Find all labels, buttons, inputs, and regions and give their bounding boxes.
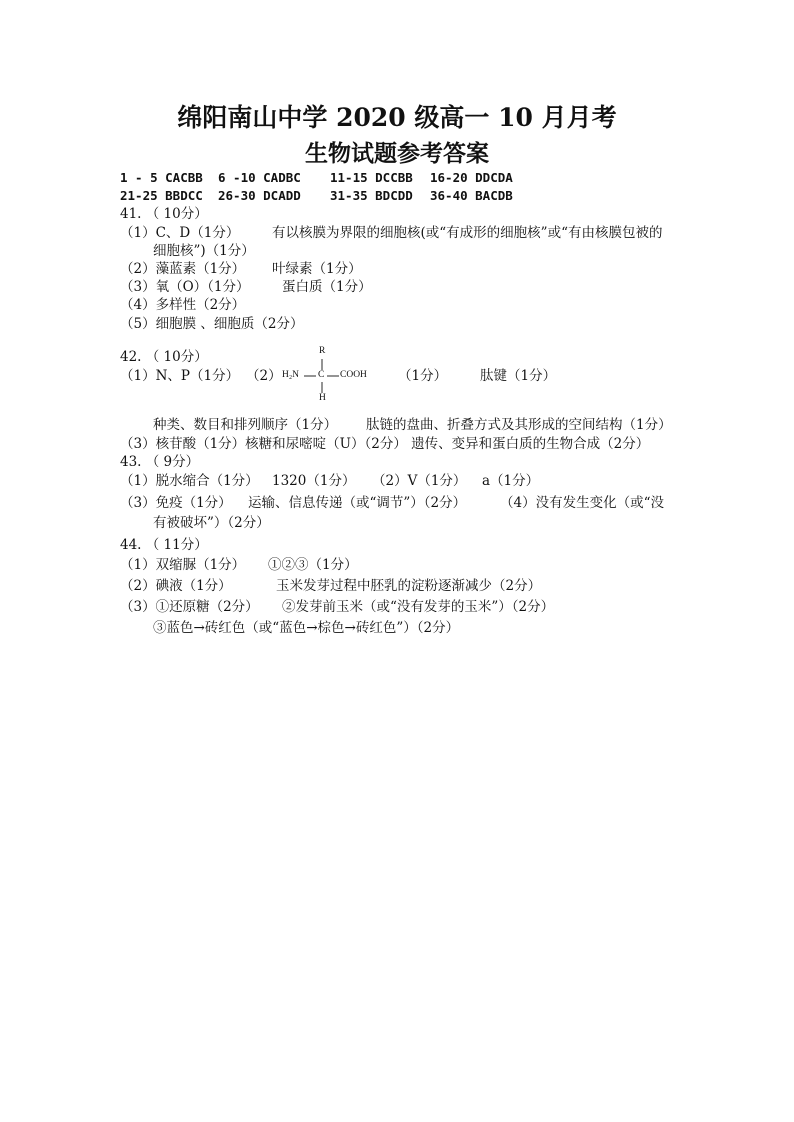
page-title: 绵阳南山中学 2020 级高一 10 月月考 <box>177 103 617 132</box>
page-subtitle: 生物试题参考答案 <box>305 140 489 167</box>
answer-text: （2） <box>246 368 282 384</box>
answer-text: （3）①还原糖（2分） <box>120 599 259 615</box>
answer-text: （2）V（1分） <box>372 473 467 489</box>
answer-text: （1）双缩脲（1分） <box>120 557 246 573</box>
answer-text: ①②③（1分） <box>268 557 358 573</box>
mc-group: 1 - 5 CACBB <box>120 170 203 185</box>
answer-text: （3）免疫（1分） <box>120 495 232 511</box>
answer-text: （3）核苷酸（1分）核糖和尿嘧啶（U）（2分） 遗传、变异和蛋白质的生物合成（2分） <box>120 436 650 452</box>
formula-hydrogen: H <box>319 393 326 403</box>
answer-text: ②发芽前玉米（或“没有发芽的玉米”）（2分） <box>282 599 555 615</box>
mc-group: 21-25 BBDCC <box>120 188 203 203</box>
formula-bonds <box>282 346 382 406</box>
answer-text: 玉米发芽过程中胚乳的淀粉逐渐减少（2分） <box>276 578 542 594</box>
mc-group: 11-15 DCCBB <box>330 170 413 185</box>
mc-group: 31-35 BDCDD <box>330 188 413 203</box>
answer-text: 运输、信息传递（或“调节”）（2分） <box>248 495 467 511</box>
question-header: 43. （ 9分） <box>120 454 200 470</box>
answer-text: （1）C、D（1分） <box>120 225 240 241</box>
formula-r-group: R <box>319 346 326 356</box>
answer-text: 1320（1分） <box>272 473 356 489</box>
mc-group: 36-40 BACDB <box>430 188 513 203</box>
answer-text: ③蓝色→砖红色（或“蓝色→棕色→砖红色”）（2分） <box>153 620 460 636</box>
question-header: 44. （ 11分） <box>120 537 208 553</box>
answer-text: 细胞核”)（1分） <box>153 243 255 259</box>
answer-text: （2）碘液（1分） <box>120 578 232 594</box>
answer-text: 肽键（1分） <box>480 368 557 384</box>
answer-text: 种类、数目和排列顺序（1分） <box>153 417 338 433</box>
answer-text: 肽链的盘曲、折叠方式及其形成的空间结构（1分） <box>366 417 672 433</box>
answer-text: 蛋白质（1分） <box>282 279 372 295</box>
answer-text: （4）没有发生变化（或“没 <box>500 495 664 511</box>
question-header: 41. （ 10分） <box>120 206 208 222</box>
formula-amino-group: H₂N <box>282 370 300 380</box>
answer-text: 叶绿素（1分） <box>272 261 362 277</box>
answer-text: a（1分） <box>482 473 540 489</box>
answer-text: （4）多样性（2分） <box>120 297 246 313</box>
amino-acid-structural-formula <box>282 346 382 406</box>
mc-group: 26-30 DCADD <box>218 188 301 203</box>
formula-carboxyl-group: COOH <box>340 370 367 380</box>
answer-text: （1）N、P（1分） <box>120 368 240 384</box>
answer-text: （1分） <box>398 368 448 384</box>
mc-group: 6 -10 CADBC <box>218 170 301 185</box>
answer-text: 有被破坏”）（2分） <box>153 515 270 531</box>
question-header: 42. （ 10分） <box>120 349 208 365</box>
formula-central-carbon: C <box>318 370 325 380</box>
answer-text: （2）藻蓝素（1分） <box>120 261 246 277</box>
mc-group: 16-20 DDCDA <box>430 170 513 185</box>
answer-text: （5）细胞膜 、细胞质（2分） <box>120 316 304 332</box>
answer-text: 有以核膜为界限的细胞核(或“有成形的细胞核”或“有由核膜包被的 <box>272 225 663 241</box>
answer-text: （3）氧（O）（1分） <box>120 279 250 295</box>
answer-text: （1）脱水缩合（1分） <box>120 473 259 489</box>
